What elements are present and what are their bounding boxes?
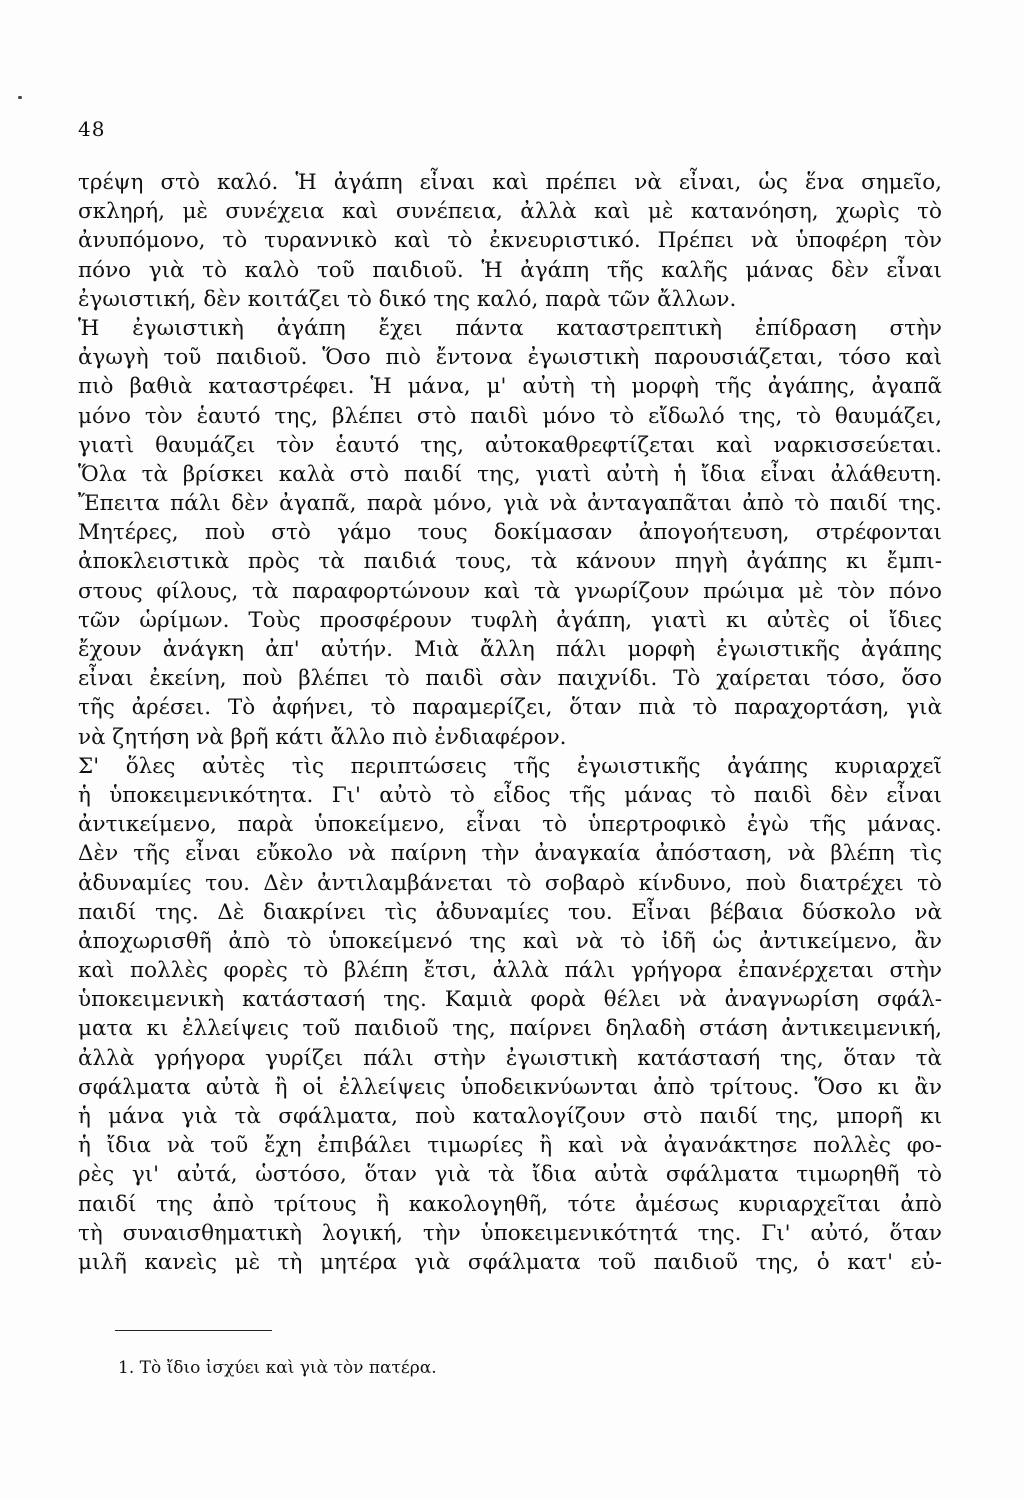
text-line: ρὲς γι' αὐτά, ὡστόσο, ὅταν γιὰ τὰ ἴδια αὐτὰ σφάλματα τιμωρηθῆ τὸ xyxy=(78,1162,942,1188)
text-line: παιδί της ἀπὸ τρίτους ἢ κακολογηθῆ, τότε ἀμέσως κυριαρχεῖται ἀπὸ xyxy=(78,1191,942,1217)
text-line: νὰ ζητήση νὰ βρῆ κάτι ἄλλο πιὸ ἐνδιαφέρον. xyxy=(78,724,567,750)
text-line: μόνο τὸν ἑαυτό της, βλέπει στὸ παιδὶ μόνο τὸ εἴδωλό της, τὸ θαυμάζει, xyxy=(78,403,942,429)
text-line: ματα κι ἐλλείψεις τοῦ παιδιοῦ της, παίρνει δηλαδὴ στάση ἀντικειμενική, xyxy=(78,1016,942,1042)
text-line: ὑποκειμενικὴ κατάστασή της. Καμιὰ φορὰ θέλει νὰ ἀναγνωρίση σφάλ- xyxy=(78,987,942,1013)
text-line: ἔχουν ἀνάγκη ἀπ' αὐτήν. Μιὰ ἄλλη πάλι μορφὴ ἐγωιστικῆς ἀγάπης xyxy=(78,637,942,662)
text-line: Ἡ ἐγωιστικὴ ἀγάπη ἔχει πάντα καταστρεπτικὴ ἐπίδραση στὴν xyxy=(78,315,942,341)
text-line: ἀντικείμενο, παρὰ ὑποκείμενο, εἶναι τὸ ὑπερτροφικὸ ἐγὼ τῆς μάνας. xyxy=(78,812,942,838)
footnote: 1. Τὸ ἴδιο ἰσχύει καὶ γιὰ τὸν πατέρα. xyxy=(118,1358,437,1378)
text-line: σφάλματα αὐτὰ ἢ οἱ ἐλλείψεις ὑποδεικνύωνται ἀπὸ τρίτους. Ὅσο κι ἂν xyxy=(78,1074,942,1100)
text-line: μιλῆ κανεὶς μὲ τὴ μητέρα γιὰ σφάλματα τοῦ παιδιοῦ της, ὁ κατ' εὐ- xyxy=(78,1249,942,1275)
text-line: τῶν ὡρίμων. Τοὺς προσφέρουν τυφλὴ ἀγάπη, γιατὶ κι αὐτὲς οἱ ἴδιες xyxy=(78,607,942,633)
text-line: ἀδυναμίες του. Δὲν ἀντιλαμβάνεται τὸ σοβαρὸ κίνδυνο, ποὺ διατρέχει τὸ xyxy=(78,870,942,896)
text-line: γιατὶ θαυμάζει τὸν ἑαυτό της, αὐτοκαθρεφτίζεται καὶ ναρκισσεύεται. xyxy=(78,432,942,458)
text-line: τὴ συναισθηματικὴ λογική, τὴν ὑποκειμενικότητά της. Γι' αὐτό, ὅταν xyxy=(78,1220,942,1246)
text-line: Δὲν τῆς εἶναι εὔκολο νὰ παίρνη τὴν ἀναγκαία ἀπόσταση, νὰ βλέπη τὶς xyxy=(78,841,942,867)
text-line: σκληρή, μὲ συνέχεια καὶ συνέπεια, ἀλλὰ καὶ μὲ κατανόηση, χωρὶς τὸ xyxy=(78,199,942,225)
scan-speck xyxy=(18,96,22,99)
text-line: ἀλλὰ γρήγορα γυρίζει πάλι στὴν ἐγωιστικὴ κατάστασή της, ὅταν τὰ xyxy=(78,1045,942,1071)
text-line: Ἔπειτα πάλι δὲν ἀγαπᾶ, παρὰ μόνο, γιὰ νὰ ἀνταγαπᾶται ἀπὸ τὸ παιδί της. xyxy=(78,491,942,517)
text-line: τῆς ἀρέσει. Τὸ ἀφήνει, τὸ παραμερίζει, ὅταν πιὰ τὸ παραχορτάση, γιὰ xyxy=(78,695,942,721)
body-text xyxy=(78,168,942,1277)
text-line: πιὸ βαθιὰ καταστρέφει. Ἡ μάνα, μ' αὐτὴ τὴ μορφὴ τῆς ἀγάπης, ἀγαπᾶ xyxy=(78,374,942,400)
text-line: παιδί της. Δὲ διακρίνει τὶς ἀδυναμίες του. Εἶναι βέβαια δύσκολο νὰ xyxy=(78,899,942,925)
text-line: ἀνυπόμονο, τὸ τυραννικὸ καὶ τὸ ἐκνευριστικό. Πρέπει νὰ ὑποφέρη τὸν xyxy=(78,228,942,254)
text-line: ἀποχωρισθῆ ἀπὸ τὸ ὑποκείμενό της καὶ νὰ τὸ ἰδῆ ὡς ἀντικείμενο, ἂν xyxy=(78,928,942,954)
page-number: 48 xyxy=(78,117,106,141)
text-line: καὶ πολλὲς φορὲς τὸ βλέπη ἔτσι, ἀλλὰ πάλι γρήγορα ἐπανέρχεται στὴν xyxy=(78,958,942,984)
text-line: ἡ ὑποκειμενικότητα. Γι' αὐτὸ τὸ εἶδος τῆς μάνας τὸ παιδὶ δὲν εἶναι xyxy=(78,782,942,808)
text-line: ἡ ἴδια νὰ τοῦ ἔχη ἐπιβάλει τιμωρίες ἢ καὶ νὰ ἀγανάκτησε πολλὲς φο- xyxy=(78,1133,942,1159)
text-line: Ὅλα τὰ βρίσκει καλὰ στὸ παιδί της, γιατὶ αὐτὴ ἡ ἴδια εἶναι ἀλάθευτη. xyxy=(78,461,942,487)
text-line: ἡ μάνα γιὰ τὰ σφάλματα, ποὺ καταλογίζουν στὸ παιδί της, μπορῆ κι xyxy=(78,1104,942,1129)
text-line: ἀγωγὴ τοῦ παιδιοῦ. Ὅσο πιὸ ἔντονα ἐγωιστικὴ παρουσιάζεται, τόσο καὶ xyxy=(78,345,942,371)
text-line: ἐγωιστική, δὲν κοιτάζει τὸ δικό της καλό, παρὰ τῶν ἄλλων. xyxy=(78,286,737,312)
text-line: τρέψη στὸ καλό. Ἡ ἀγάπη εἶναι καὶ πρέπει νὰ εἶναι, ὡς ἕνα σημεῖο, xyxy=(78,170,942,195)
footnote-rule xyxy=(115,1330,272,1331)
text-line: Μητέρες, ποὺ στὸ γάμο τους δοκίμασαν ἀπογοήτευση, στρέφονται xyxy=(78,520,942,546)
text-line: εἶναι ἐκείνη, ποὺ βλέπει τὸ παιδὶ σὰν παιχνίδι. Τὸ χαίρεται τόσο, ὅσο xyxy=(78,666,942,692)
text-line: ἀποκλειστικὰ πρὸς τὰ παιδιά τους, τὰ κάνουν πηγὴ ἀγάπης κι ἔμπι- xyxy=(78,549,942,575)
text-line: στους φίλους, τὰ παραφορτώνουν καὶ τὰ γνωρίζουν πρώιμα μὲ τὸν πόνο xyxy=(78,578,942,604)
text-line: πόνο γιὰ τὸ καλὸ τοῦ παιδιοῦ. Ἡ ἀγάπη τῆς καλῆς μάνας δὲν εἶναι xyxy=(78,257,942,283)
text-line: Σ' ὅλες αὐτὲς τὶς περιπτώσεις τῆς ἐγωιστικῆς ἀγάπης κυριαρχεῖ xyxy=(78,753,942,779)
